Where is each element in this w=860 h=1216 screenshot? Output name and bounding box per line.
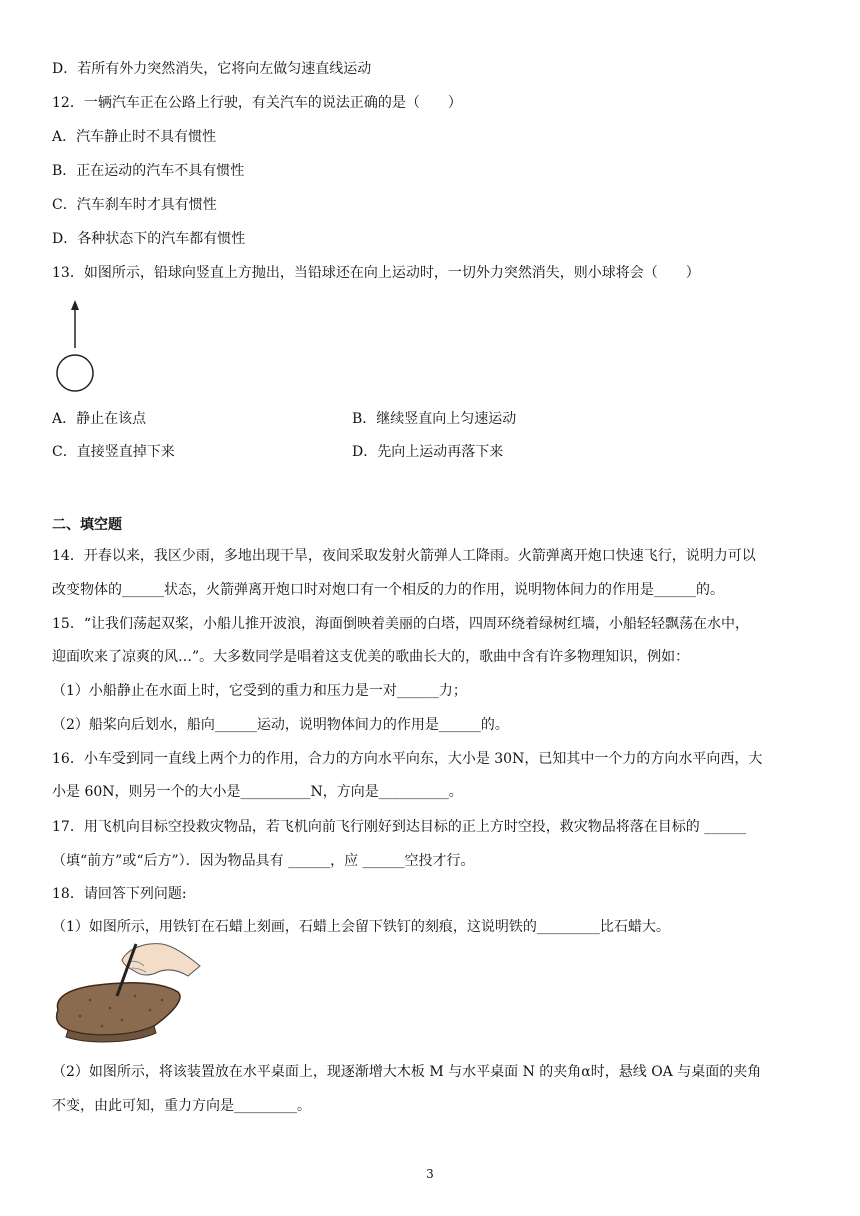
q16-line1: 16．小车受到同一直线上两个力的作用，合力的方向水平向东，大小是 30N，已知其中一个力的方向水平向西，大 (52, 751, 763, 767)
q18-sub1: （1）如图所示，用铁钉在石蜡上刻画，石蜡上会留下铁钉的刻痕，这说明铁的_________比石蜡大。 (52, 919, 670, 935)
q15-sub1: （1）小船静止在水面上时，它受到的重力和压力是一对______力； (52, 683, 467, 699)
q13-option-d: D．先向上运动再落下来 (352, 444, 504, 460)
nail-scratching-wax-figure (50, 938, 210, 1048)
q17-line1: 17．用飞机向目标空投救灾物品，若飞机向前飞行刚好到达目标的正上方时空投，救灾物品将落在目标的 ______ (52, 819, 747, 835)
q18-sub2-line1: （2）如图所示，将该装置放在水平桌面上，现逐渐增大木板 M 与水平桌面 N 的夹角α时，悬线 OA 与桌面的夹角 (52, 1064, 762, 1080)
q12-option-c: C．汽车刹车时才具有惯性 (52, 197, 217, 213)
section-title: 二、填空题 (52, 517, 122, 533)
q11-option-d: D．若所有外力突然消失，它将向左做匀速直线运动 (52, 61, 372, 77)
shot-put-ball (57, 355, 93, 391)
q12-stem: 12．一辆汽车正在公路上行驶，有关汽车的说法正确的是（ ） (52, 95, 462, 111)
q18-stem: 18．请回答下列问题: (52, 886, 187, 902)
q18-sub2-line2: 不变，由此可知，重力方向是_________。 (52, 1098, 311, 1114)
q16-line2: 小是 60N，则另一个的大小是__________N，方向是__________。 (52, 784, 463, 800)
q13-option-b: B．继续竖直向上匀速运动 (352, 411, 517, 427)
q14-line1: 14．开春以来，我区少雨，多地出现干旱，夜间采取发射火箭弹人工降雨。火箭弹离开炮口快速飞行，说明力可以 (52, 548, 756, 564)
q13-stem: 13．如图所示，铅球向竖直上方抛出，当铅球还在向上运动时，一切外力突然消失，则小球将会（ ） (52, 265, 700, 281)
q14-line2: 改变物体的______状态，火箭弹离开炮口时对炮口有一个相反的力的作用，说明物体间力的作用是______的。 (52, 582, 724, 598)
q13-option-c: C．直接竖直掉下来 (52, 444, 175, 460)
q17-line2: （填“前方”或“后方”）．因为物品具有 ______，应 ______空投才行。 (52, 853, 475, 869)
q15-line1: 15．“让我们荡起双桨，小船儿推开波浪，海面倒映着美丽的白塔，四周环绕着绿树红墙，小船轻轻飘荡在水中， (52, 616, 749, 632)
q15-sub2: （2）船桨向后划水，船向______运动，说明物体间力的作用是______的。 (52, 717, 509, 733)
q12-option-a: A．汽车静止时不具有惯性 (52, 129, 217, 145)
q12-option-d: D．各种状态下的汽车都有惯性 (52, 231, 246, 247)
upward-arrow-head (71, 300, 79, 310)
q15-line2: 迎面吹来了凉爽的风…”。大多数同学是唱着这支优美的歌曲长大的，歌曲中含有许多物理知识，例如： (52, 649, 690, 665)
q12-option-b: B．正在运动的汽车不具有惯性 (52, 163, 245, 179)
q13-option-a: A．静止在该点 (52, 411, 147, 427)
shot-put-figure (50, 296, 102, 396)
page-number: 3 (426, 1167, 434, 1181)
